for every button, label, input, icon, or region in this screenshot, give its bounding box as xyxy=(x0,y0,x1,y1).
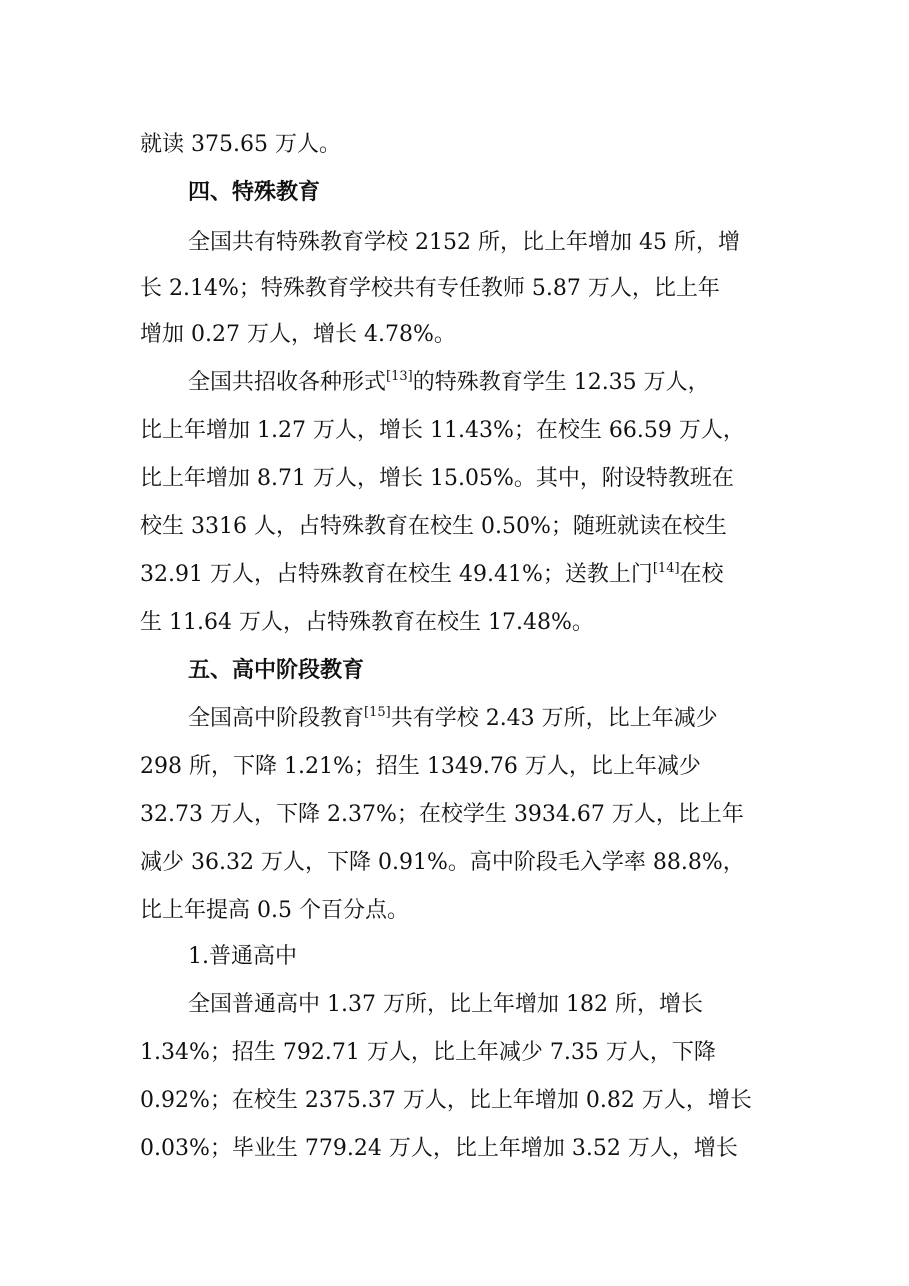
text-fragment: 长 2.14%；特殊教育学校共有专任教师 5.87 万人，比上年 xyxy=(140,276,720,301)
text-fragment: 减少 36.32 万人，下降 0.91%。高中阶段毛入学率 88.8%， xyxy=(140,850,745,875)
text-line xyxy=(140,800,772,830)
text-line xyxy=(188,228,772,258)
text-fragment: 全国高中阶段教育 xyxy=(188,706,365,731)
text-fragment: 0.92%；在校生 2375.37 万人，比上年增加 0.82 万人，增长 xyxy=(140,1088,752,1113)
text-line xyxy=(140,1038,772,1068)
text-line xyxy=(188,704,772,734)
text-fragment: 1.34%；招生 792.71 万人，比上年减少 7.35 万人，下降 xyxy=(140,1040,716,1065)
text-fragment: 全国共有特殊教育学校 2152 所，比上年增加 45 所，增 xyxy=(188,230,740,255)
text-fragment: 比上年增加 1.27 万人，增长 11.43%；在校生 66.59 万人， xyxy=(140,418,745,443)
text-fragment: 全国共招收各种形式 xyxy=(188,370,387,395)
text-fragment: 生 11.64 万人，占特殊教育在校生 17.48%。 xyxy=(140,610,594,635)
text-fragment: 校生 3316 人，占特殊教育在校生 0.50%；随班就读在校生 xyxy=(140,514,727,539)
text-fragment: 比上年提高 0.5 个百分点。 xyxy=(140,898,409,923)
text-fragment xyxy=(188,368,710,398)
text-fragment: 比上年增加 8.71 万人，增长 15.05%。其中，附设特教班在 xyxy=(140,466,734,491)
text-fragment: 共有学校 2.43 万所，比上年减少 xyxy=(390,706,718,731)
text-line xyxy=(140,274,772,304)
text-fragment xyxy=(140,560,724,590)
text-line xyxy=(140,752,772,782)
text-fragment: 298 所，下降 1.21%；招生 1349.76 万人，比上年减少 xyxy=(140,754,701,779)
section-heading-special-education: 四、特殊教育 xyxy=(188,180,321,205)
text-fragment: 的特殊教育学生 12.35 万人， xyxy=(412,370,710,395)
text-fragment: 0.03%；毕业生 779.24 万人，比上年增加 3.52 万人，增长 xyxy=(140,1136,738,1161)
text-line xyxy=(188,368,772,398)
text-fragment: 32.73 万人，下降 2.37%；在校学生 3934.67 万人，比上年 xyxy=(140,802,744,827)
text-line xyxy=(140,464,772,494)
text-line xyxy=(140,320,772,350)
text-fragment: 就读 375.65 万人。 xyxy=(140,132,341,157)
text-line xyxy=(140,1134,772,1164)
text-line xyxy=(140,848,772,878)
text-fragment: 32.91 万人，占特殊教育在校生 49.41%；送教上门 xyxy=(140,562,653,587)
text-line xyxy=(140,896,772,926)
text-fragment: 全国普通高中 1.37 万所，比上年增加 182 所，增长 xyxy=(188,992,703,1017)
section-heading-high-school-education: 五、高中阶段教育 xyxy=(188,658,365,683)
text-fragment xyxy=(188,704,718,734)
text-line xyxy=(140,416,772,446)
text-line xyxy=(140,130,772,160)
text-line xyxy=(140,1086,772,1116)
text-line xyxy=(140,608,772,638)
text-line xyxy=(140,512,772,542)
text-line xyxy=(188,990,772,1020)
subsection-heading-regular-high-school: 1.普通高中 xyxy=(188,944,297,969)
footnote-ref: [15] xyxy=(364,705,391,720)
text-fragment: 在校 xyxy=(679,562,724,587)
text-fragment: 增加 0.27 万人，增长 4.78%。 xyxy=(140,322,456,347)
footnote-ref: [14] xyxy=(652,561,680,576)
text-line xyxy=(140,560,772,590)
footnote-ref: [13] xyxy=(386,369,413,384)
